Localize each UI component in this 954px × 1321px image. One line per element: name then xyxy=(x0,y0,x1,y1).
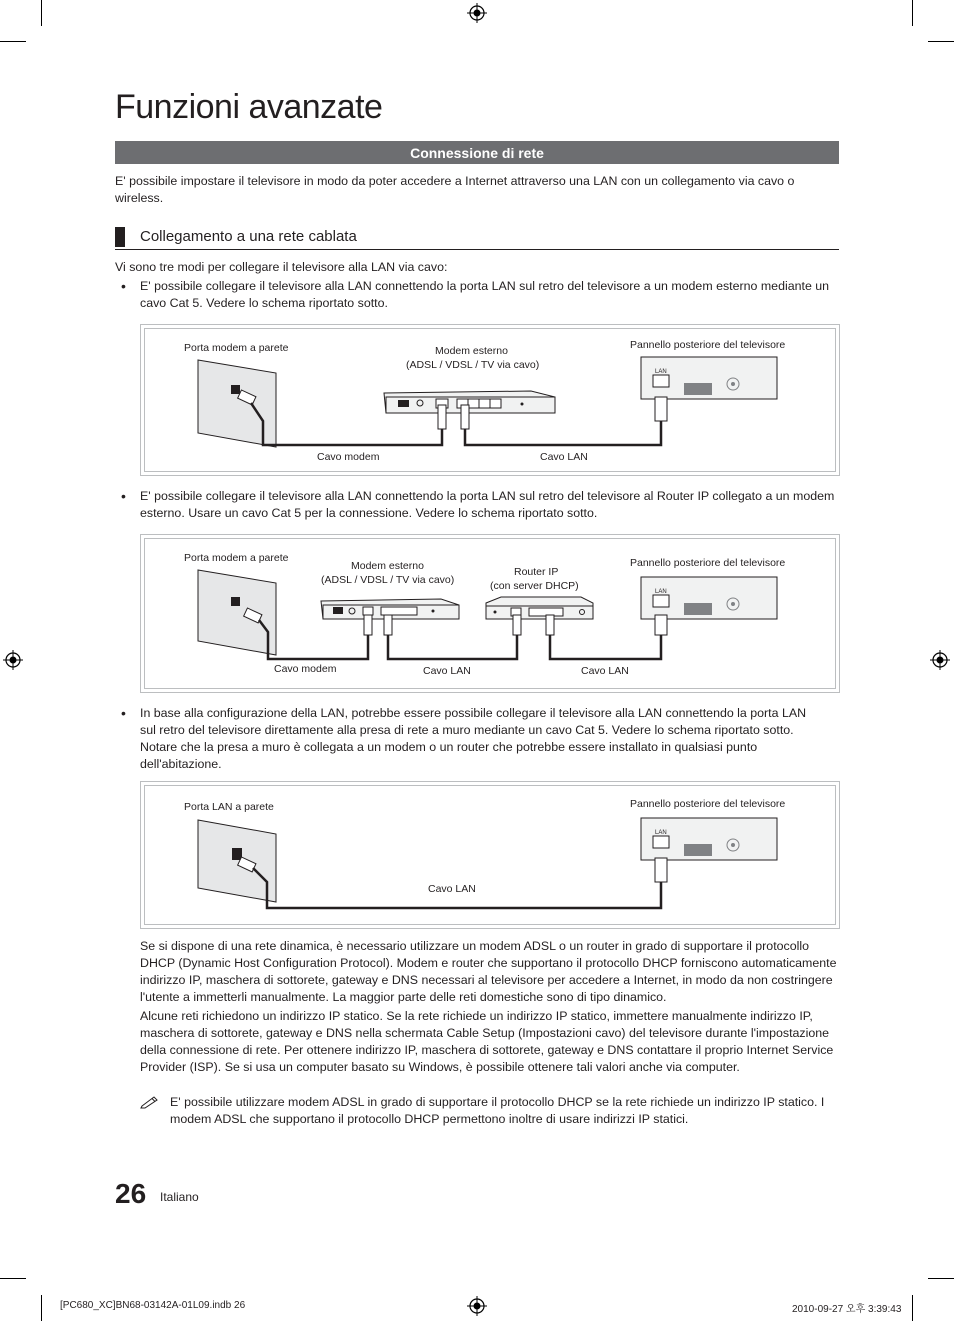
bullet-text: E' possibile collegare il televisore alla LAN connettendo la porta LAN sul retro del televisore a un modem esterno mediante un cavo Cat 5. Vedere lo schema riportato sotto. xyxy=(140,279,830,310)
tv-panel-label: Pannello posteriore del televisore xyxy=(630,339,786,351)
lan-cable-label: Cavo LAN xyxy=(581,665,629,677)
registration-mark-icon xyxy=(930,650,950,670)
crop-mark xyxy=(912,0,913,26)
modem-sub-label: (ADSL / VDSL / TV via cavo) xyxy=(321,574,455,586)
modem-sub-label: (ADSL / VDSL / TV via cavo) xyxy=(406,359,540,371)
diagram-router-connection xyxy=(140,534,840,693)
footer-language: Italiano xyxy=(160,1190,199,1204)
router-sub-label: (con server DHCP) xyxy=(490,580,579,592)
registration-mark-icon xyxy=(467,1296,487,1316)
bullet-text: E' possibile collegare il televisore alla LAN connettendo la porta LAN sul retro del televisore al Router IP collegato a un modem esterno. Usare un cavo Cat 5 per la connessione. Vedere lo schema riportato sotto. xyxy=(140,489,835,520)
lead-paragraph: Vi sono tre modi per collegare il televisore alla LAN via cavo: xyxy=(115,260,448,274)
diagram-wall-lan-connection xyxy=(140,781,840,929)
lan-cable-label: Cavo LAN xyxy=(423,665,471,677)
print-slug-date: 2010-09-27 오후 3:39:43 xyxy=(792,1304,902,1315)
wall-port-label: Porta modem a parete xyxy=(184,552,289,564)
dhcp-paragraph: Se si dispone di una rete dinamica, è necessario utilizzare un modem ADSL o un router in grado di supportare il protocollo DHCP (Dynamic Host Configuration Protocol). Modem e router che supportano il protocollo DHCP forniscono automaticamente indirizzo IP, maschera di sottorete, gateway e DNS necessari al televisore per accedere a Internet, in modo da non costringere l'utente a immetterli manualmente. La maggior parte delle reti domestiche sono di tipo dinamico. xyxy=(140,939,837,1004)
crop-mark xyxy=(928,41,954,42)
diagram-modem-connection xyxy=(140,324,840,476)
registration-mark-icon xyxy=(467,3,487,23)
bullet-dot: • xyxy=(121,488,126,504)
note-text: E' possibile utilizzare modem ADSL in grado di supportare il protocollo DHCP se la rete richiede un indirizzo IP statico. I modem ADSL che supportano il protocollo DHCP permettono inoltre di usare indirizzi IP statici. xyxy=(170,1095,825,1126)
subheading xyxy=(115,227,839,250)
bullet-text: In base alla configurazione della LAN, potrebbe essere possibile collegare il televisore alla LAN connettendo la porta LAN sul retro del televisore direttamente alla presa di rete a muro mediante un cavo Cat 5. Vedere lo schema riportato sotto. Notare che la presa a muro è collegata a un modem o un router che potrebbe essere installato in qualsiasi punto dell'abitazione. xyxy=(140,706,807,771)
bullet-item-3 xyxy=(121,705,824,773)
print-slug-file: [PC680_XC]BN68-03142A-01L09.indb 26 xyxy=(60,1300,246,1311)
router-label: Router IP xyxy=(514,566,559,578)
crop-mark xyxy=(41,0,42,26)
pencil-note-icon xyxy=(140,1095,160,1109)
crop-mark xyxy=(41,1295,42,1321)
subheading-marker xyxy=(115,227,125,247)
crop-mark xyxy=(0,1278,26,1279)
static-ip-paragraph: Alcune reti richiedono un indirizzo IP statico. Se la rete richiede un indirizzo IP statico, immettere manualmente indirizzo IP, maschera di sottorete, gateway e DNS nella schermata Cable Setup (Impostazioni cavo) del televisore durante l'impostazione della connessione di rete. Per ottenere indirizzo IP, maschera di sottorete, gateway e DNS contattare il proprio Internet Service Provider (ISP). Se si usa un computer basato su Windows, è possibile ottenere tali valori anche via computer. xyxy=(140,1009,834,1074)
crop-mark xyxy=(0,41,26,42)
bullet-dot: • xyxy=(121,705,126,721)
lan-cable-label: Cavo LAN xyxy=(540,451,588,463)
lan-port-label: LAN xyxy=(655,369,667,375)
modem-label: Modem esterno xyxy=(351,560,424,572)
wall-port-label: Porta LAN a parete xyxy=(184,801,274,813)
page-title: Funzioni avanzate xyxy=(115,88,383,126)
wall-port-label: Porta modem a parete xyxy=(184,342,289,354)
page-number: 26 xyxy=(115,1178,147,1209)
lan-cable-label: Cavo LAN xyxy=(428,883,476,895)
crop-mark xyxy=(928,1278,954,1279)
bullet-item-1 xyxy=(121,278,838,312)
modem-cable-label: Cavo modem xyxy=(274,663,337,675)
modem-cable-label: Cavo modem xyxy=(317,451,380,463)
modem-label: Modem esterno xyxy=(435,345,508,357)
subheading-text: Collegamento a una rete cablata xyxy=(140,228,357,245)
lan-port-label: LAN xyxy=(655,830,667,836)
section-header-bar: Connessione di rete xyxy=(115,141,839,164)
bullet-item-2 xyxy=(121,488,838,522)
tv-panel-label: Pannello posteriore del televisore xyxy=(630,798,786,810)
tv-panel-label: Pannello posteriore del televisore xyxy=(630,557,786,569)
intro-paragraph: E' possibile impostare il televisore in modo da poter accedere a Internet attraverso una LAN con un collegamento via cavo o wireless. xyxy=(115,174,795,205)
crop-mark xyxy=(912,1295,913,1321)
lan-port-label: LAN xyxy=(655,589,667,595)
registration-mark-icon xyxy=(3,650,23,670)
bullet-dot: • xyxy=(121,278,126,294)
